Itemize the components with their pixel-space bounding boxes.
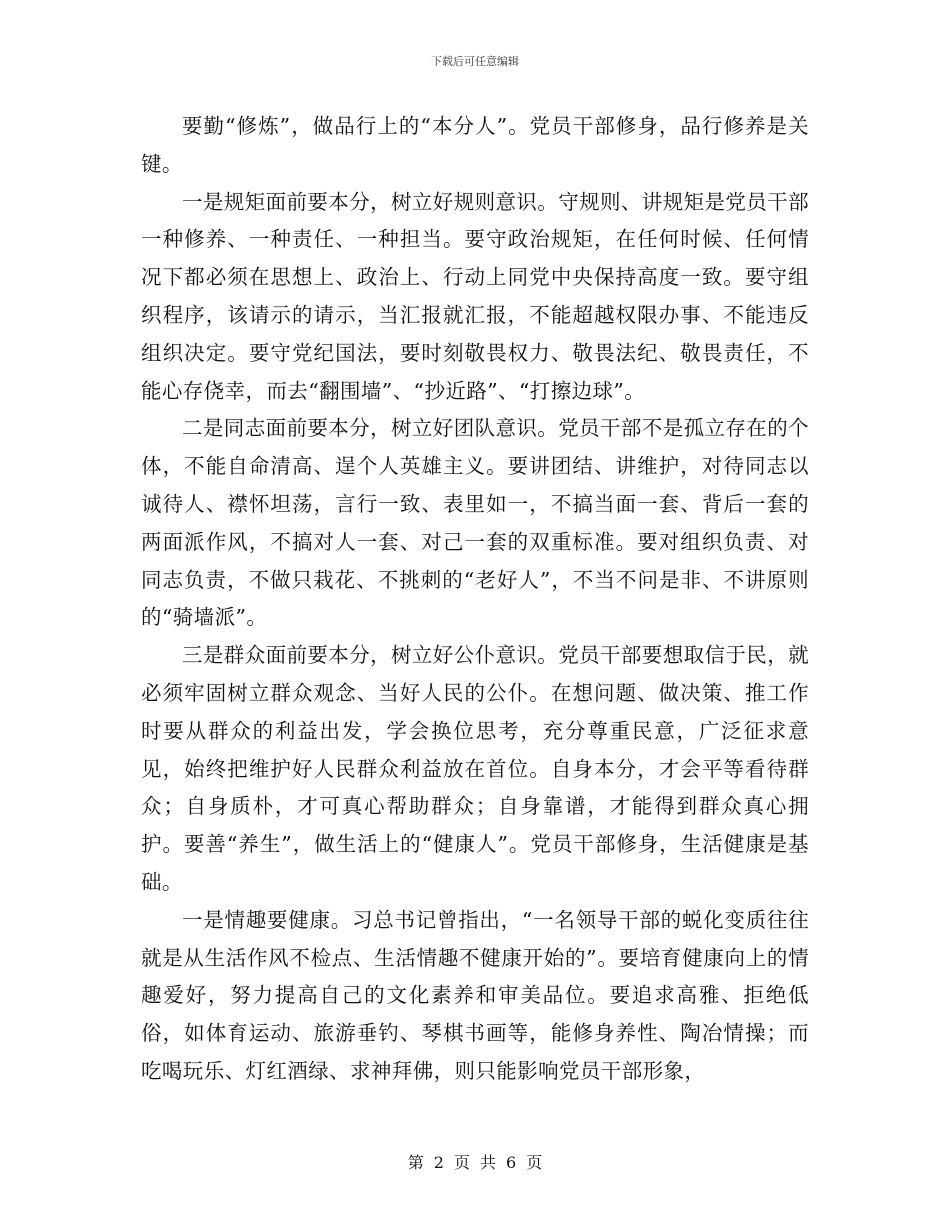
- page-header-note: 下载后可任意编辑: [431, 55, 519, 68]
- paragraph-rules: 一是规矩面前要本分，树立好规则意识。守规则、讲规矩是党员干部一种修养、一种责任、一种担当。要守政治规矩，在任何时候、任何情况下都必须在思想上、政治上、行动上同党中央保持高度一致。要守组织程序，该请示的请示，当汇报就汇报，不能超越权限办事、不能违反组织决定。要守党纪国法，要时刻敬畏权力、敬畏法纪、敬畏责任，不能心存侥幸，而去“翻围墙”、“抄近路”、“打擦边球”。: [141, 189, 809, 403]
- paragraph-masses: 三是群众面前要本分，树立好公仆意识。党员干部要想取信于民，就必须牢固树立群众观念、当好人民的公仆。在想问题、做决策、推工作时要从群众的利益出发，学会换位思考，充分尊重民意，广泛征求意见，始终把维护好人民群众利益放在首位。自身本分，才会平等看待群众；自身质朴，才可真心帮助群众；自身靠谱，才能得到群众真心拥护。要善“养生”，做生活上的“健康人”。党员干部修身，生活健康是基础。: [141, 643, 809, 894]
- footer-prefix: 第: [407, 1153, 424, 1172]
- footer-total-word: 共: [480, 1153, 497, 1172]
- paragraph-intro: 要勤“修炼”，做品行上的“本分人”。党员干部修身，品行修养是关键。: [141, 114, 809, 176]
- footer-total-pages: 6: [506, 1153, 517, 1172]
- paragraph-interests: 一是情趣要健康。习总书记曾指出，“一名领导干部的蜕化变质往往就是从生活作风不检点、生活情趣不健康开始的”。要培育健康向上的情趣爱好，努力提高自己的文化素养和审美品位。要追求高雅、拒绝低俗，如体育运动、旅游垂钓、琴棋书画等，能修身养性、陶冶情操；而吃喝玩乐、灯红酒绿、求神拜佛，则只能影响党员干部形象，: [141, 907, 809, 1083]
- footer-suffix: 页: [526, 1153, 543, 1172]
- footer-page-word: 页: [453, 1153, 470, 1172]
- footer-current-page: 2: [433, 1153, 444, 1172]
- paragraph-comrades: 二是同志面前要本分，树立好团队意识。党员干部不是孤立存在的个体，不能自命清高、逞个人英雄主义。要讲团结、讲维护，对待同志以诚待人、襟怀坦荡，言行一致、表里如一，不搞当面一套、背后一套的两面派作风，不搞对人一套、对己一套的双重标准。要对组织负责、对同志负责，不做只栽花、不挑刺的“老好人”，不当不问是非、不讲原则的“骑墙派”。: [141, 416, 809, 630]
- page-number-footer: [0, 1153, 950, 1173]
- document-body: [141, 108, 809, 1091]
